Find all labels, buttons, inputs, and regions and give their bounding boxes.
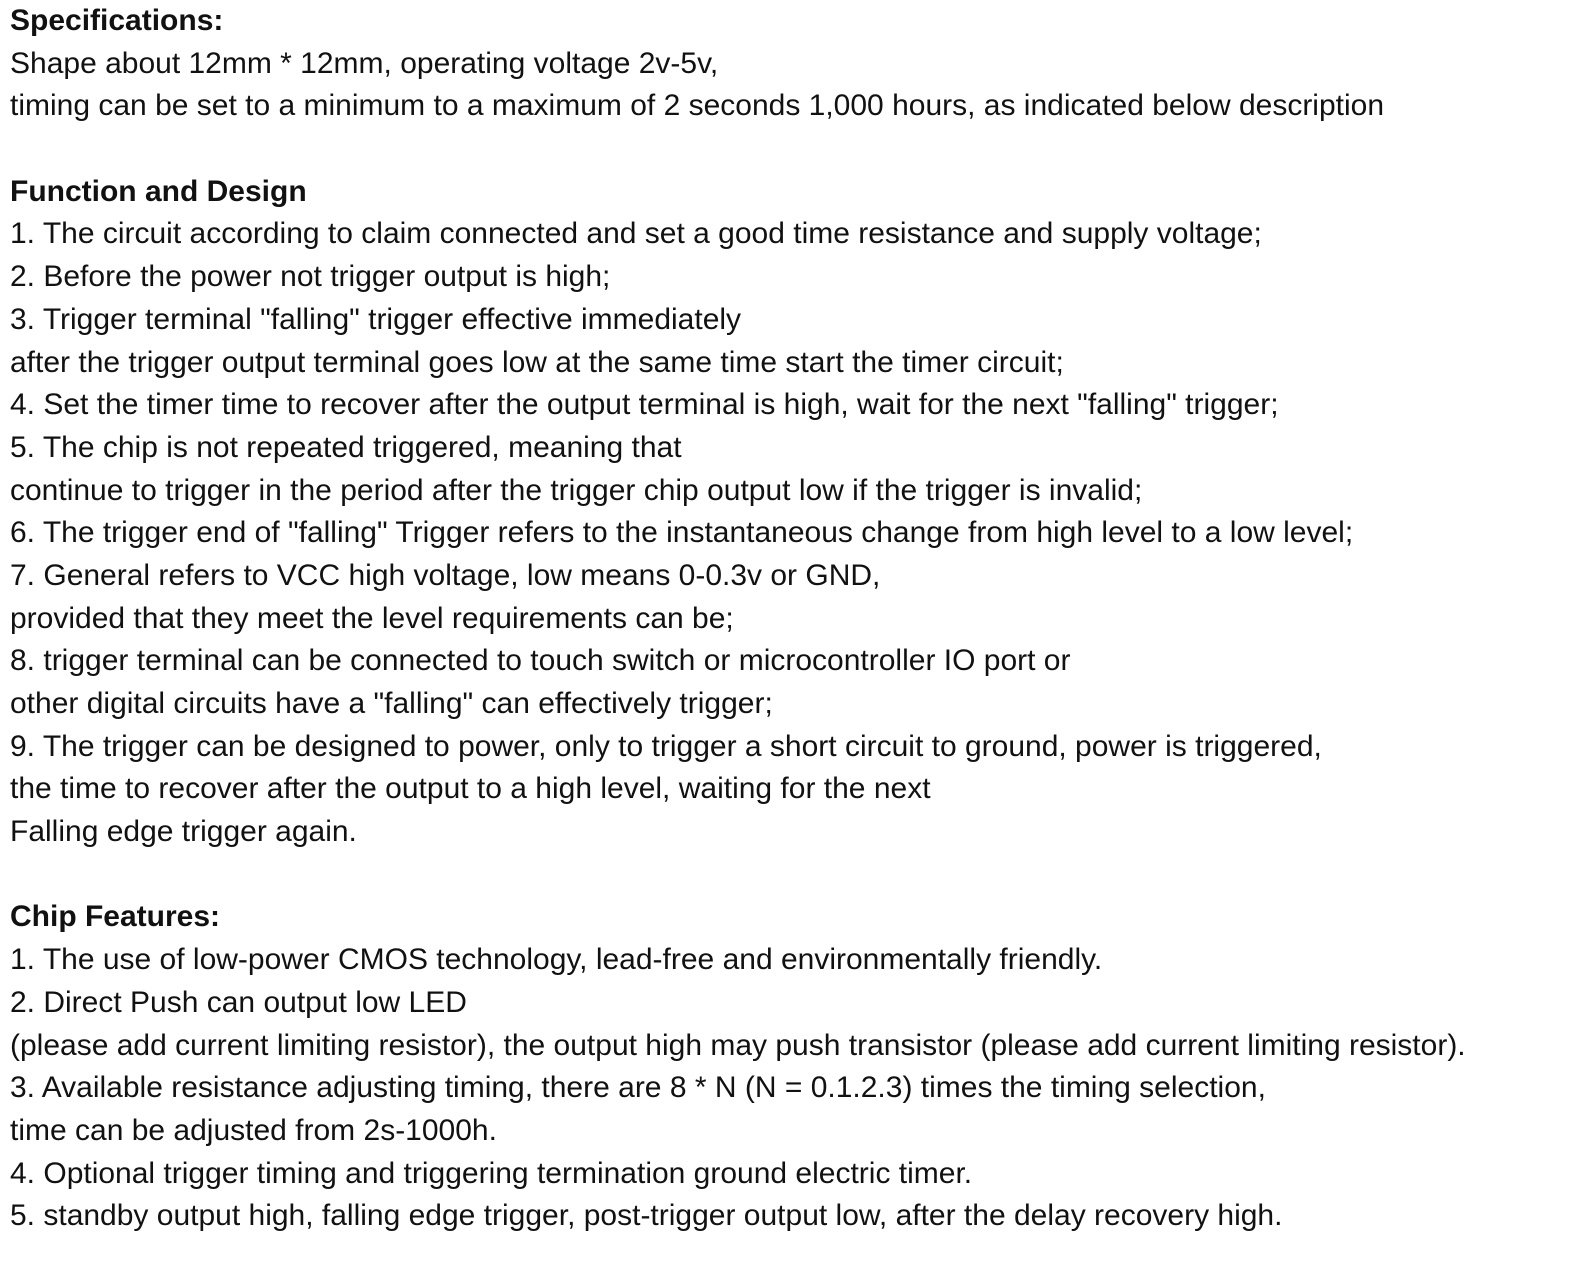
text-line: continue to trigger in the period after the trigger chip output low if the trigger is invalid; bbox=[10, 473, 1143, 507]
text-line: 1. The use of low-power CMOS technology, lead-free and environmentally friendly. bbox=[10, 943, 1103, 977]
text-line: 5. The chip is not repeated triggered, meaning that bbox=[10, 430, 682, 464]
text-line: Falling edge trigger again. bbox=[10, 815, 357, 849]
text-line: 4. Optional trigger timing and triggering termination ground electric timer. bbox=[10, 1156, 973, 1190]
section-function-and-design bbox=[10, 171, 1578, 854]
text-line: 2. Before the power not trigger output is high; bbox=[10, 260, 611, 294]
text-line: timing can be set to a minimum to a maximum of 2 seconds 1,000 hours, as indicated below description bbox=[10, 89, 1385, 123]
text-line: 6. The trigger end of "falling" Trigger refers to the instantaneous change from high level to a low level; bbox=[10, 516, 1354, 550]
text-line: 3. Available resistance adjusting timing, there are 8 * N (N = 0.1.2.3) times the timing selection, bbox=[10, 1071, 1266, 1105]
text-line: 5. standby output high, falling edge trigger, post-trigger output low, after the delay recovery high. bbox=[10, 1199, 1283, 1233]
text-line: (please add current limiting resistor), the output high may push transistor (please add current limiting resistor). bbox=[10, 1028, 1466, 1062]
section-specifications bbox=[10, 0, 1578, 128]
spacer bbox=[10, 854, 1578, 897]
text-line: 2. Direct Push can output low LED bbox=[10, 985, 467, 1019]
text-line: the time to recover after the output to a high level, waiting for the next bbox=[10, 772, 931, 806]
text-line: Shape about 12mm * 12mm, operating voltage 2v-5v, bbox=[10, 46, 719, 80]
text-line: 3. Trigger terminal "falling" trigger effective immediately bbox=[10, 302, 742, 336]
text-line: after the trigger output terminal goes low at the same time start the timer circuit; bbox=[10, 345, 1064, 379]
text-line: time can be adjusted from 2s-1000h. bbox=[10, 1113, 497, 1147]
spacer bbox=[10, 128, 1578, 171]
text-line: 8. trigger terminal can be connected to touch switch or microcontroller IO port or bbox=[10, 644, 1071, 678]
document-body bbox=[10, 0, 1578, 1238]
section-heading: Chip Features: bbox=[10, 900, 221, 934]
text-line: 4. Set the timer time to recover after the output terminal is high, wait for the next "falling" trigger; bbox=[10, 388, 1279, 422]
section-heading: Specifications: bbox=[10, 4, 224, 37]
section-heading: Function and Design bbox=[10, 174, 307, 208]
text-line: 1. The circuit according to claim connected and set a good time resistance and supply voltage; bbox=[10, 217, 1262, 251]
text-line: 9. The trigger can be designed to power, only to trigger a short circuit to ground, power is triggered, bbox=[10, 729, 1322, 763]
section-chip-features bbox=[10, 896, 1578, 1238]
text-line: provided that they meet the level requirements can be; bbox=[10, 601, 734, 635]
text-line: 7. General refers to VCC high voltage, low means 0-0.3v or GND, bbox=[10, 558, 881, 592]
text-line: other digital circuits have a "falling" can effectively trigger; bbox=[10, 687, 773, 720]
